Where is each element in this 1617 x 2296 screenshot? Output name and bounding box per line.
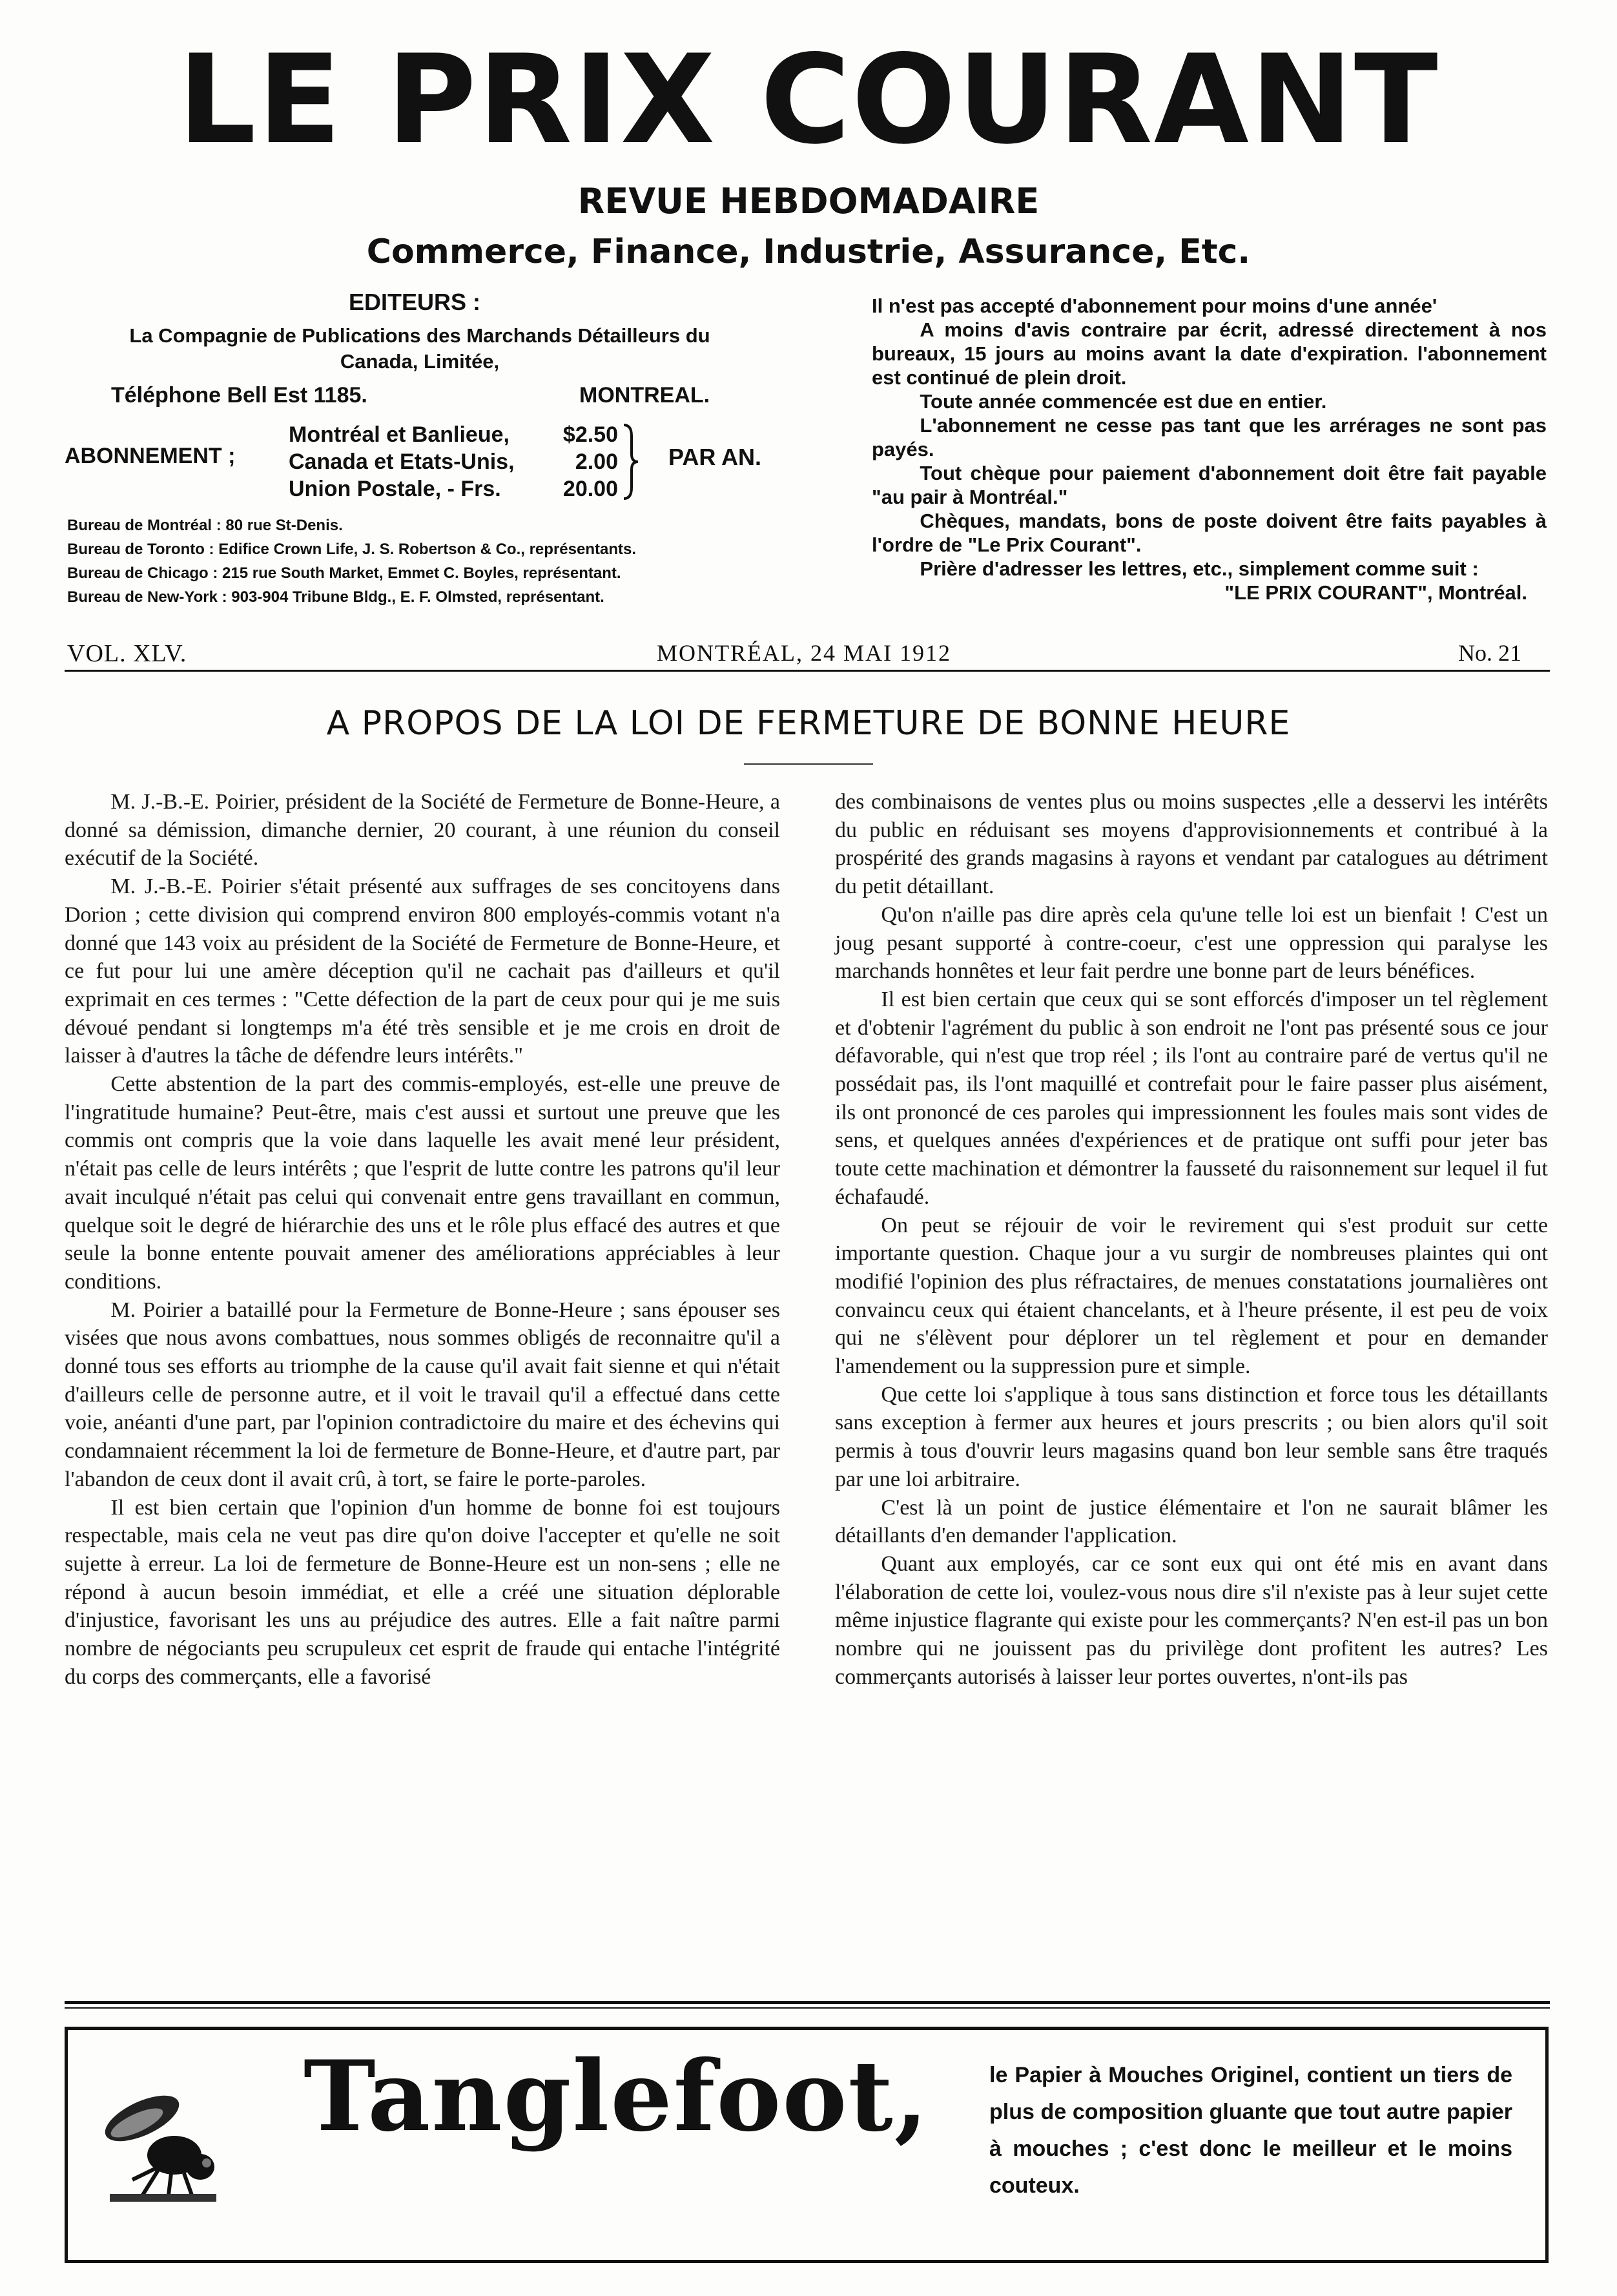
issue-number: No. 21 xyxy=(1458,640,1521,666)
publisher-name xyxy=(65,323,775,375)
article-column-right xyxy=(835,788,1548,1691)
rate-row xyxy=(289,448,618,475)
article-paragraph: des combinaisons de ventes plus ou moins suspectes ,elle a desservi les intérêts du public en réduisant ses moyens d'approvisionnements et contribué à la prospérité des grands magasins à rayons et vendant par catalogues au détriment du petit détaillant. xyxy=(835,790,1548,899)
article-headline: A PROPOS DE LA LOI DE FERMETURE DE BONNE HEURE xyxy=(326,704,1291,743)
advert-rule-thin xyxy=(65,2007,1550,2009)
fly-icon xyxy=(97,2083,229,2206)
rate-row xyxy=(289,421,618,448)
page-bottom-margin xyxy=(0,2267,1617,2296)
article-paragraph: Il est bien certain que ceux qui se sont efforcés d'imposer un tel règlement et d'obtenir l'agrément du public à son endroit ne l'ont pas présenté sous ce jour défavorable, qui n'est que trop réel ; ils l'ont au contraire paré de vertus qu'il ne possédait pas, ils l'ont maquillé et contrefait pour le faire passer plus aisément, ils ont prononcé de ces paroles qui impressionnent les foules mais sont vides de sens, et quelques années d'expériences et de pratique ont suffi pour jeter bas toute cette machination et démontrer la fausseté du raisonnement sur lequel il fut échafaudé. xyxy=(835,987,1548,1209)
subscription-conditions xyxy=(872,294,1547,605)
office-line: Bureau de Toronto : Edifice Crown Life, J. S. Robertson & Co., représentants. xyxy=(67,541,636,558)
editeurs-heading: EDITEURS : xyxy=(349,289,481,315)
subscription-rates xyxy=(289,421,618,502)
rate-row xyxy=(289,475,618,502)
article-paragraph: Cette abstention de la part des commis-employés, est-elle une preuve de l'ingratitude humaine? Peut-être, mais c'est aussi et surtout une preuve que les commis ont compris que la voie dans laquelle les avait mené leur président, n'était pas celle de leurs intérêts ; que l'esprit de lutte contre les patrons qu'il leur avait inculqué n'était pas celui qui convenait entre gens travaillant en commun, quelque soit le degré de hiérarchie des uns et le rôle plus effacé des autres et que seule la bonne entente pouvait amener des améliorations appréciables à leur conditions. xyxy=(65,1072,780,1294)
advert-brand: Tanglefoot, xyxy=(304,2040,929,2153)
mailing-signature: "LE PRIX COURANT", Montréal. xyxy=(1224,581,1527,604)
dateline-rule xyxy=(65,670,1550,672)
office-line: Bureau de New-York : 903-904 Tribune Bldg., E. F. Olmsted, représentant. xyxy=(67,588,604,606)
condition-text: Il n'est pas accepté d'abonnement pour moins d'une année' xyxy=(872,295,1437,317)
masthead-revue: REVUE HEBDOMADAIRE xyxy=(577,181,1040,222)
article-paragraph: M. J.-B.-E. Poirier, président de la Société de Fermeture de Bonne-Heure, a donné sa démission, dimanche dernier, 20 courant, à une réunion du conseil exécutif de la Société. xyxy=(65,790,780,871)
advert-copy: le Papier à Mouches Originel, contient un tiers de plus de composition gluante que tout autre papier à mouches ; c'est donc le meilleur et le moins couteux. xyxy=(989,2063,1512,2198)
condition-text: Prière d'adresser les lettres, etc., simplement comme suit : xyxy=(920,557,1479,580)
office-line: Bureau de Chicago : 215 rue South Market, Emmet C. Boyles, représentant. xyxy=(67,564,621,582)
condition-text: Tout chèque pour paiement d'abonnement doit être fait payable "au pair à Montréal." xyxy=(872,462,1547,508)
masthead-subtitle: Commerce, Finance, Industrie, Assurance, Etc. xyxy=(366,233,1251,271)
office-line: Bureau de Montréal : 80 rue St-Denis. xyxy=(67,517,343,534)
rate-price: 20.00 xyxy=(562,477,618,501)
condition-text: A moins d'avis contraire par écrit, adressé directement à nos bureaux, 15 jours au moins avant la date d'expiration. l'abonnement est continué de plein droit. xyxy=(872,318,1547,389)
rate-region: Canada et Etats-Unis, xyxy=(289,450,515,474)
publisher-city: MONTREAL. xyxy=(579,383,710,408)
article-paragraph: M. J.-B.-E. Poirier s'était présenté aux suffrages de ses concitoyens dans Dorion ; cette division qui comprend environ 800 employés-commis votant n'a donné que 143 voix au président de la Société de Fermeture de Bonne-Heure, et ce fut pour lui une amère déception qu'il ne cachait pas d'ailleurs et qu'il exprimait en ces termes : "Cette défection de la part de ceux pour qui je me suis dévoué pendant si longtemps m'a été très sensible et je me crois en droit de laisser à d'autres la tâche de défendre leurs intérêts." xyxy=(65,874,780,1068)
rate-region: Montréal et Banlieue, xyxy=(289,422,510,447)
article-paragraph: Quant aux employés, car ce sont eux qui ont été mis en avant dans l'élaboration de cette loi, voulez-vous nous dire s'il n'existe pas à leur sujet cette même injustice flagrante qui existe pour les commerçants? N'en est-il pas un bon nombre qui ne jouissent pas du privilège dont profitent les autres? Les commerçants autorisés à laisser leur portes ouvertes, n'ont-ils pas xyxy=(835,1551,1548,1689)
article-paragraph: Il est bien certain que l'opinion d'un homme de bonne foi est toujours respectable, mais cela ne veut pas dire qu'on doive l'accepter et qu'elle ne soit sujette à erreur. La loi de fermeture de Bonne-Heure est un non-sens ; elle ne répond à aucun besoin immédiat, et elle a créé une situation déplorable d'injustice, favorisant les uns au préjudice des autres. Elle a fait naître parmi nombre de négociants peu scrupuleux cet esprit de fraude qui entache l'intégrité du corps des commerçants, elle a favorisé xyxy=(65,1495,780,1689)
phone-number: Téléphone Bell Est 1185. xyxy=(111,383,367,408)
condition-text: Toute année commencée est due en entier. xyxy=(920,390,1327,413)
rate-price: $2.50 xyxy=(562,422,618,447)
condition-text: Chèques, mandats, bons de poste doivent être faits payables à l'ordre de "Le Prix Courant". xyxy=(872,510,1547,556)
condition-text: L'abonnement ne cesse pas tant que les arrérages ne sont pas payés. xyxy=(872,414,1547,460)
issue-date: MONTRÉAL, 24 MAI 1912 xyxy=(657,640,951,666)
rates-brace xyxy=(621,423,639,501)
article-paragraph: M. Poirier a bataillé pour la Fermeture de Bonne-Heure ; sans épouser ses visées que nous avons combattues, nous sommes obligés de reconnaitre qu'il a donné tous ses efforts au triomphe de la cause qu'il avait fait sienne et qui n'était d'ailleurs celle de personne autre, et il voit le travail qu'il a effectué dans cette voie, anéanti d'une part, par l'opinion contradictoire du maire et des échevins qui condamnaient récemment la loi de fermeture de Bonne-Heure, et d'autre part, par l'abandon de ceux dont il avait crû, à tort, se faire le porte-paroles. xyxy=(65,1298,780,1491)
rate-region: Union Postale, - Frs. xyxy=(289,477,501,501)
publisher-line: Canada, Limitée, xyxy=(340,350,500,373)
advert-rule-thick xyxy=(65,2001,1550,2004)
article-paragraph: Qu'on n'aille pas dire après cela qu'une telle loi est un bienfait ! C'est un joug pesant supporté à contre-coeur, c'est une oppression qui paralyse les marchands honnêtes et leur fait perdre une bonne part de leurs bénéfices. xyxy=(835,902,1548,984)
per-year-label: PAR AN. xyxy=(668,444,761,470)
article-paragraph: C'est là un point de justice élémentaire et l'on ne saurait blâmer les détaillants d'en demander l'application. xyxy=(835,1495,1548,1548)
publisher-line: La Compagnie de Publications des Marchands Détailleurs du xyxy=(129,324,710,347)
branch-offices xyxy=(67,513,784,609)
volume-number: VOL. XLV. xyxy=(67,640,187,667)
article-column-left xyxy=(65,788,780,1691)
abonnement-label: ABONNEMENT ; xyxy=(65,444,236,468)
article-paragraph: On peut se réjouir de voir le revirement qui s'est produit sur cette importante question. Chaque jour a vu surgir de nombreuses plaintes qui ont modifié l'opinion des plus réfractaires, de menues constatations journalières ont convaincu ceux qui étaient chancelants, et à l'heure présente, il est peu de voix qui ne s'élèvent pour déplorer un tel règlement et pour en demander l'amendement ou la suppression pure et simple. xyxy=(835,1213,1548,1379)
headline-rule xyxy=(744,763,873,765)
article-paragraph: Que cette loi s'applique à tous sans distinction et force tous les détaillants sans exception à fermer aux heures et jours prescrits ; ou bien alors qu'il soit permis à tous d'ouvrir leurs magasins quand bon leur semble sans être traqués par une loi arbitraire. xyxy=(835,1382,1548,1491)
masthead-title: LE PRIX COURANT xyxy=(178,28,1439,171)
rate-price: 2.00 xyxy=(575,450,618,474)
